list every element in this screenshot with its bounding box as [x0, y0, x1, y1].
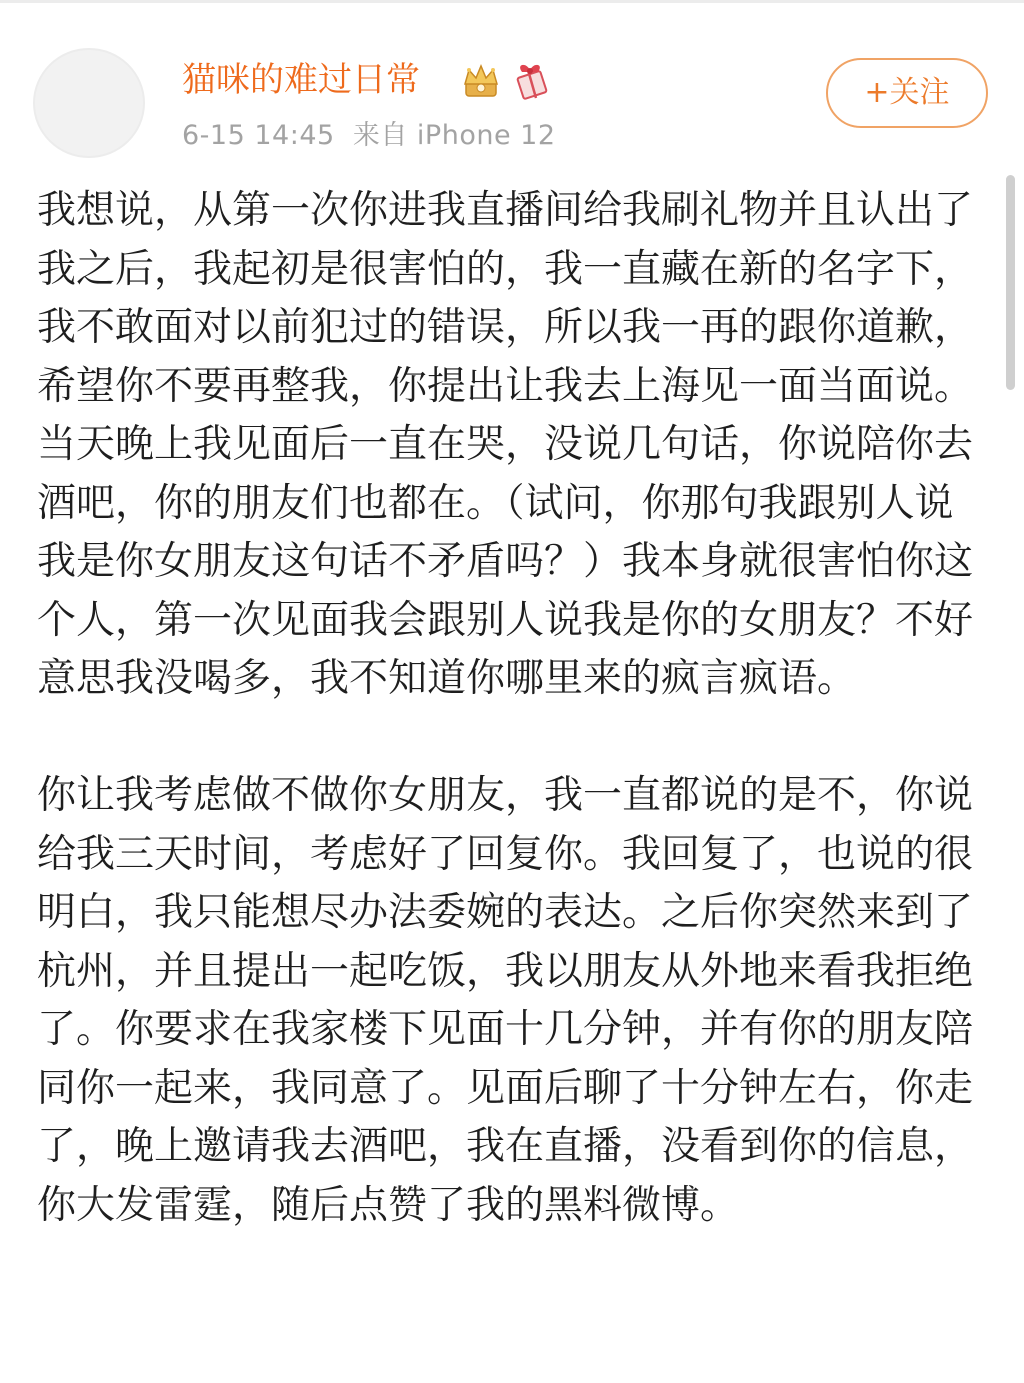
- paragraph-gap: [37, 709, 987, 768]
- follow-button[interactable]: +关注: [826, 58, 988, 128]
- avatar[interactable]: [33, 48, 145, 158]
- top-divider: [0, 0, 1024, 3]
- post-meta: [182, 116, 556, 156]
- post-paragraph-1: 我想说，从第一次你进我直播间给我刷礼物并且认出了我之后，我起初是很害怕的，我一直藏在新的名字下，我不敢面对以前犯过的错误，所以我一再的跟你道歉，希望你不要再整我，你提出让我去上海见一面当面说。当天晚上我见面后一直在哭，没说几句话，你说陪你去酒吧，你的朋友们也都在。（试问，你那句我跟别人说我是你女朋友这句话不矛盾吗？）我本身就很害怕你这个人，第一次见面我会跟别人说我是你的女朋友？不好意思我没喝多，我不知道你哪里来的疯言疯语。: [37, 188, 974, 701]
- post-source: 来自 iPhone 12: [352, 120, 556, 151]
- author-name[interactable]: 猫咪的难过日常: [182, 60, 420, 100]
- post-paragraph-2: 你让我考虑做不做你女朋友，我一直都说的是不，你说给我三天时间，考虑好了回复你。我回复了，也说的很明白，我只能想尽办法委婉的表达。之后你突然来到了杭州，并且提出一起吃饭，我以朋友从外地来看我拒绝了。你要求在我家楼下见面十几分钟，并有你的朋友陪同你一起来，我同意了。见面后聊了十分钟左右，你走了，晚上邀请我去酒吧，我在直播，没看到你的信息，你大发雷霆，随后点赞了我的黑料微博。: [37, 773, 974, 1228]
- post-body: [37, 182, 987, 1235]
- timestamp: 6-15 14:45: [182, 120, 335, 151]
- scrollbar[interactable]: [1006, 175, 1015, 390]
- crown-icon: [460, 62, 502, 100]
- gift-badge-icon: [508, 60, 554, 102]
